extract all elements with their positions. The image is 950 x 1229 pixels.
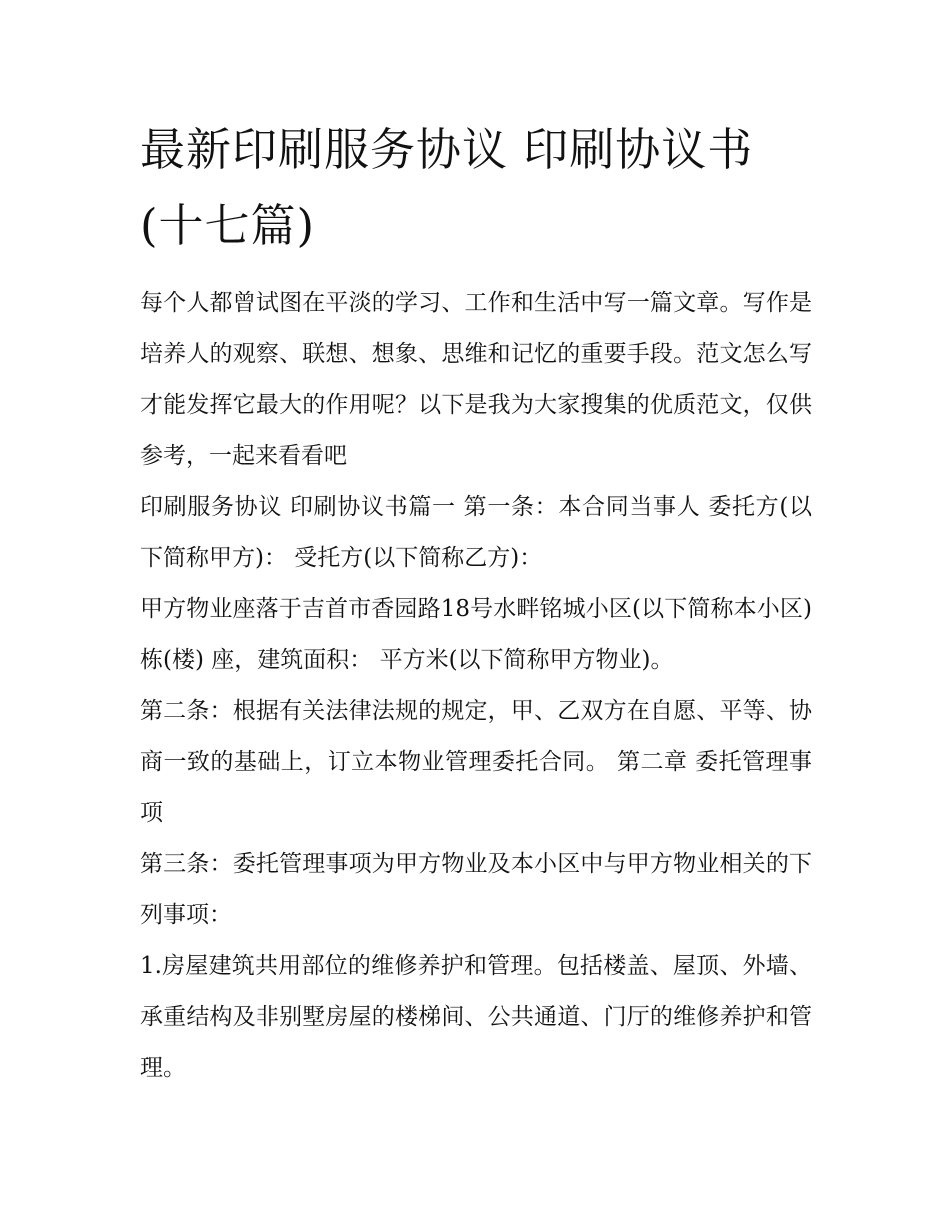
intro-paragraph: 每个人都曾试图在平淡的学习、工作和生活中写一篇文章。写作是培养人的观察、联想、想象、思维和记忆的重要手段。范文怎么写才能发挥它最大的作用呢？以下是我为大家搜集的优质范文，仅供参考，一起来看看吧	[140, 290, 812, 469]
property-location-paragraph: 甲方物业座落于吉首市香园路18号水畔铭城小区(以下简称本小区) 栋(楼) 座，建筑面积： 平方米(以下简称甲方物业)。	[140, 596, 812, 673]
article-2-paragraph: 第二条：根据有关法律法规的规定，甲、乙双方在自愿、平等、协商一致的基础上，订立本物业管理委托合同。 第二章 委托管理事项	[140, 698, 812, 826]
document-title: 最新印刷服务协议 印刷协议书(十七篇)	[140, 123, 754, 252]
article-3-paragraph: 第三条：委托管理事项为甲方物业及本小区中与甲方物业相关的下列事项：	[140, 851, 812, 928]
article-1-paragraph: 印刷服务协议 印刷协议书篇一 第一条：本合同当事人 委托方(以下简称甲方)： 受托方(以下简称乙方)：	[140, 494, 812, 571]
document-body	[140, 112, 812, 1094]
item-1-paragraph: 1.房屋建筑共用部位的维修养护和管理。包括楼盖、屋顶、外墙、承重结构及非别墅房屋的楼梯间、公共通道、门厅的维修养护和管理。	[140, 953, 812, 1081]
